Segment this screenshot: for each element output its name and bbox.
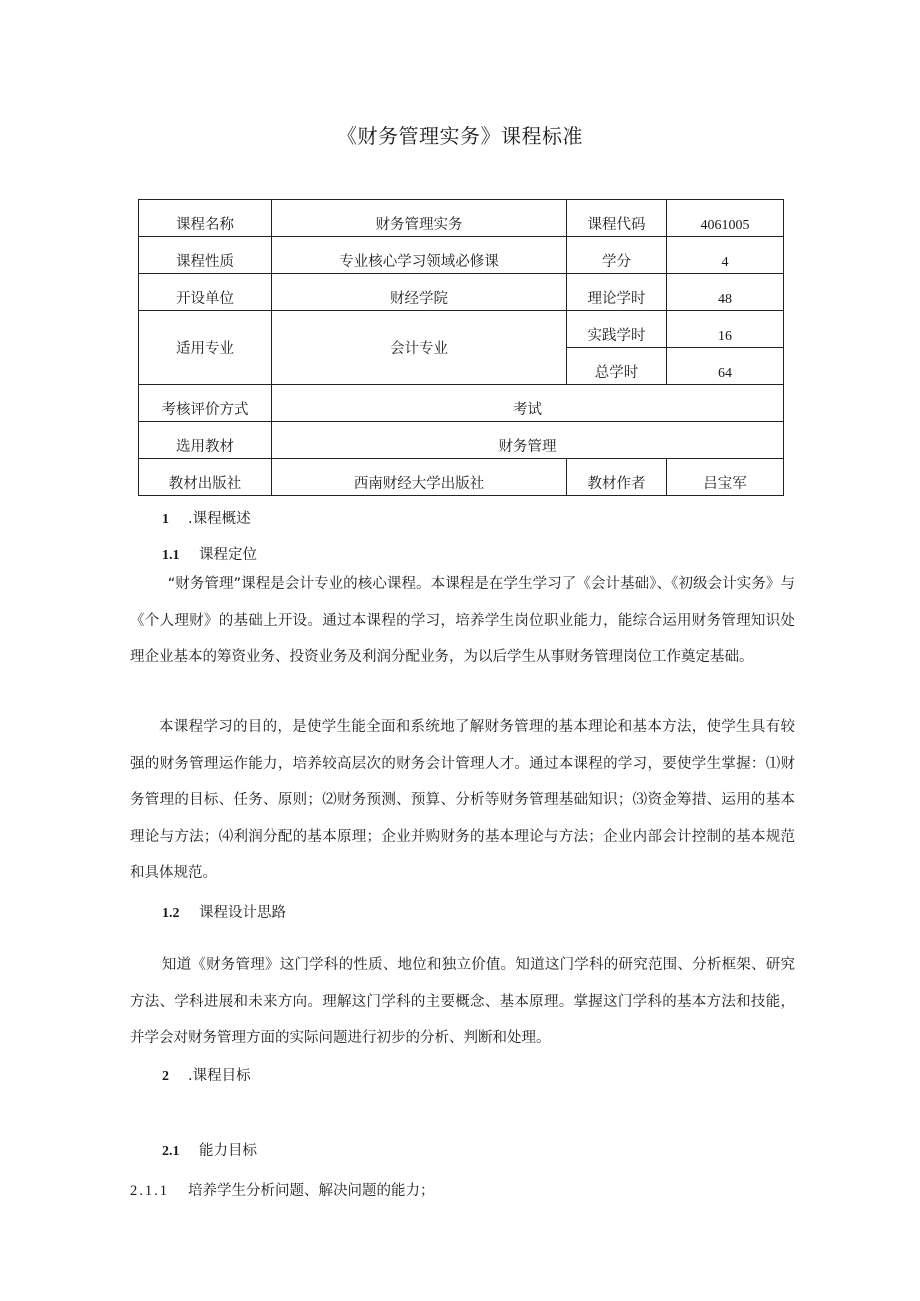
subsection-text: 培养学生分析问题、解决问题的能力； [188, 1183, 435, 1199]
practice-hours-value: 16 [667, 311, 784, 348]
section-title: 课程设计思路 [199, 905, 286, 921]
credit-label: 学分 [567, 237, 667, 274]
section-heading-1-2 [162, 903, 286, 924]
nature-value: 专业核心学习领域必修课 [272, 237, 567, 274]
nature-label: 课程性质 [139, 237, 272, 274]
publisher-label: 教材出版社 [139, 459, 272, 496]
course-code-value: 4061005 [667, 200, 784, 237]
course-info-table [138, 199, 784, 496]
practice-hours-label: 实践学时 [567, 311, 667, 348]
theory-hours-label: 理论学时 [567, 274, 667, 311]
textbook-label: 选用教材 [139, 422, 272, 459]
section-heading-1-1 [162, 545, 257, 566]
total-hours-label: 总学时 [567, 348, 667, 385]
table-row [139, 459, 784, 496]
section-title: .课程目标 [188, 1068, 251, 1084]
section-title: .课程概述 [188, 511, 251, 527]
table-row [139, 311, 784, 348]
textbook-value: 财务管理 [272, 422, 784, 459]
table-row [139, 385, 784, 422]
major-value: 会计专业 [272, 311, 567, 385]
subsection-number: 2.1.1 [130, 1183, 169, 1199]
section-heading-2-1 [162, 1141, 257, 1162]
table-row [139, 200, 784, 237]
table-row [139, 422, 784, 459]
credit-value: 4 [667, 237, 784, 274]
section-number: 1 [162, 512, 169, 527]
course-code-label: 课程代码 [567, 200, 667, 237]
subsection-2-1-1 [130, 1181, 435, 1201]
major-label: 适用专业 [139, 311, 272, 385]
theory-hours-value: 48 [667, 274, 784, 311]
paragraph-positioning-1: “财务管理”课程是会计专业的核心课程。本课程是在学生学习了《会计基础》、《初级会计实务》与《个人理财》的基础上开设。通过本课程的学习，培养学生岗位职业能力，能综合运用财务管理知识处理企业基本的筹资业务、投资业务及利润分配业务，为以后学生从事财务管理岗位工作奠定基础。 [130, 576, 795, 666]
assessment-label: 考核评价方式 [139, 385, 272, 422]
section-heading-1 [162, 509, 251, 530]
section-title: 课程定位 [199, 547, 257, 563]
author-value: 吕宝军 [667, 459, 784, 496]
section-title: 能力目标 [199, 1143, 257, 1159]
assessment-value: 考试 [272, 385, 784, 422]
paragraph-positioning-2: 本课程学习的目的，是使学生能全面和系统地了解财务管理的基本理论和基本方法，使学生具有较强的财务管理运作能力，培养较高层次的财务会计管理人才。通过本课程的学习，要使学生掌握：⑴财务管理的目标、任务、原则；⑵财务预测、预算、分析等财务管理基础知识；⑶资金筹措、运用的基本理论与方法；⑷利润分配的基本原理；企业并购财务的基本理论与方法；企业内部会计控制的基本规范和具体规范。 [130, 719, 795, 882]
table-row [139, 274, 784, 311]
table-row [139, 237, 784, 274]
section-heading-2 [162, 1066, 251, 1087]
dept-value: 财经学院 [272, 274, 567, 311]
course-name-value: 财务管理实务 [272, 200, 567, 237]
author-label: 教材作者 [567, 459, 667, 496]
section-number: 1.2 [162, 906, 180, 921]
section-number: 2.1 [162, 1144, 180, 1159]
page-title: 《财务管理实务》课程标准 [337, 124, 583, 148]
course-name-label: 课程名称 [139, 200, 272, 237]
section-number: 2 [162, 1069, 169, 1084]
publisher-value: 西南财经大学出版社 [272, 459, 567, 496]
paragraph-design: 知道《财务管理》这门学科的性质、地位和独立价值。知道这门学科的研究范围、分析框架、研究方法、学科进展和未来方向。理解这门学科的主要概念、基本原理。掌握这门学科的基本方法和技能，并学会对财务管理方面的实际问题进行初步的分析、判断和处理。 [130, 957, 795, 1047]
section-number: 1.1 [162, 548, 180, 563]
total-hours-value: 64 [667, 348, 784, 385]
dept-label: 开设单位 [139, 274, 272, 311]
